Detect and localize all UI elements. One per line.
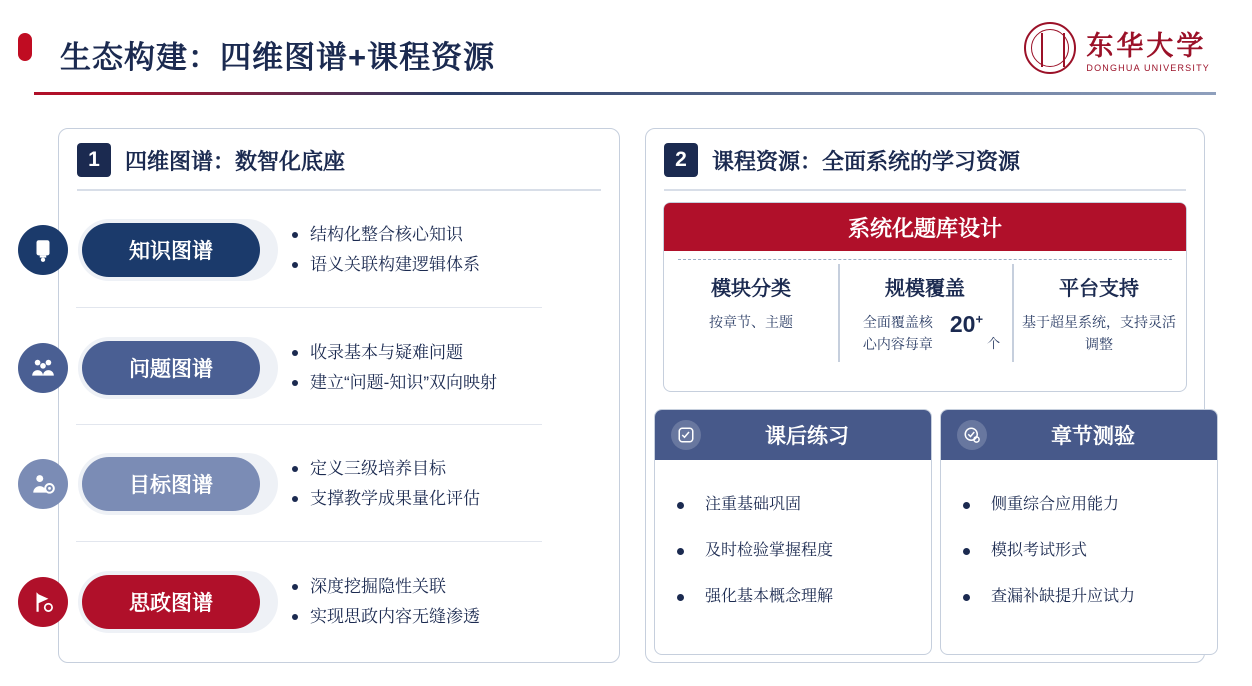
list-item: 模拟考试形式 xyxy=(957,528,1207,574)
bullet-item: 收录基本与疑难问题 xyxy=(290,338,497,368)
question-bank-columns xyxy=(664,260,1186,380)
qbank-col-title: 模块分类 xyxy=(711,278,791,300)
left-panel-title: 四维图谱：数智化底座 xyxy=(125,148,346,174)
right-panel-badge: 2 xyxy=(664,143,698,177)
bullet-item: 支撑教学成果量化评估 xyxy=(290,484,480,514)
card-title: 章节测验 xyxy=(1051,425,1135,448)
list-item: 注重基础巩固 xyxy=(671,482,921,528)
graph-row-ideology xyxy=(18,552,544,652)
pill-ideology-graph[interactable]: 思政图谱 xyxy=(82,575,260,629)
question-bank-card xyxy=(663,202,1187,392)
graph-row-knowledge xyxy=(18,200,544,300)
bullet-item: 建立“问题-知识”双向映射 xyxy=(290,368,497,398)
bullet-item: 实现思政内容无缝渗透 xyxy=(290,602,480,632)
list-item: 强化基本概念理解 xyxy=(671,574,921,620)
list-item: 侧重综合应用能力 xyxy=(957,482,1207,528)
bullet-item: 结构化整合核心知识 xyxy=(290,220,480,250)
qbank-col-coverage-body xyxy=(838,311,1012,355)
card-title: 课后练习 xyxy=(765,425,849,448)
list-item: 及时检验掌握程度 xyxy=(671,528,921,574)
left-row-divider xyxy=(76,541,542,542)
university-seal-icon xyxy=(1024,22,1076,74)
graph-row-problem xyxy=(18,318,544,418)
qbank-col-module xyxy=(664,260,838,380)
pill-wrap-knowledge xyxy=(78,219,278,281)
right-panel-header xyxy=(646,129,1204,177)
book-icon xyxy=(18,225,68,275)
list-item: 查漏补缺提升应试力 xyxy=(957,574,1207,620)
qbank-count-sup: + xyxy=(975,311,984,327)
left-panel-header xyxy=(59,129,619,177)
qbank-col-title: 规模覆盖 xyxy=(885,278,965,300)
pill-goal-graph[interactable]: 目标图谱 xyxy=(82,457,260,511)
bullets-knowledge xyxy=(290,220,480,280)
pill-wrap-ideology xyxy=(78,571,278,633)
right-panel-separator xyxy=(664,189,1186,191)
flag-icon xyxy=(18,577,68,627)
left-row-divider xyxy=(76,424,542,425)
logo-name-cn: 东华大学 xyxy=(1086,30,1207,61)
qbank-count xyxy=(950,311,983,338)
pill-wrap-goal xyxy=(78,453,278,515)
bullet-item: 语义关联构建逻辑体系 xyxy=(290,250,480,280)
card-header xyxy=(655,410,931,460)
left-row-divider xyxy=(76,307,542,308)
card-header xyxy=(941,410,1217,460)
left-panel-badge: 1 xyxy=(77,143,111,177)
bullets-problem xyxy=(290,338,497,398)
bullets-goal xyxy=(290,454,480,514)
university-logo xyxy=(1024,22,1210,74)
qbank-col-title: 平台支持 xyxy=(1059,278,1139,300)
target-person-icon xyxy=(18,459,68,509)
qbank-count-value: 20 xyxy=(949,311,976,337)
bullets-ideology xyxy=(290,572,480,632)
header-bullet-icon xyxy=(18,33,32,61)
qbank-col-coverage xyxy=(838,260,1012,380)
people-icon xyxy=(18,343,68,393)
card-chapter-quiz xyxy=(940,409,1218,655)
logo-name-en: DONGHUA UNIVERSITY xyxy=(1086,62,1210,73)
pill-knowledge-graph[interactable]: 知识图谱 xyxy=(82,223,260,277)
checklist-icon xyxy=(671,420,701,450)
quiz-clock-icon xyxy=(957,420,987,450)
card-items xyxy=(655,460,931,620)
pill-problem-graph[interactable]: 问题图谱 xyxy=(82,341,260,395)
card-items xyxy=(941,460,1217,620)
qbank-col-desc: 全面覆盖核心内容每章 xyxy=(862,314,933,352)
card-homework-practice xyxy=(654,409,932,655)
qbank-col-desc: 基于超星系统，支持灵活调整 xyxy=(1022,314,1176,352)
graph-row-goal xyxy=(18,434,544,534)
qbank-count-unit: 个 xyxy=(987,336,1001,351)
pill-wrap-problem xyxy=(78,337,278,399)
question-bank-title: 系统化题库设计 xyxy=(664,203,1186,251)
bullet-item: 定义三级培养目标 xyxy=(290,454,480,484)
left-panel-separator xyxy=(77,189,601,191)
page-title: 生态构建：四维图谱+课程资源 xyxy=(60,40,496,75)
header-divider xyxy=(34,92,1216,95)
bullet-item: 深度挖掘隐性关联 xyxy=(290,572,480,602)
qbank-col-platform xyxy=(1012,260,1186,380)
right-panel-title: 课程资源：全面系统的学习资源 xyxy=(712,148,1021,174)
qbank-col-desc: 按章节、主题 xyxy=(709,314,793,330)
